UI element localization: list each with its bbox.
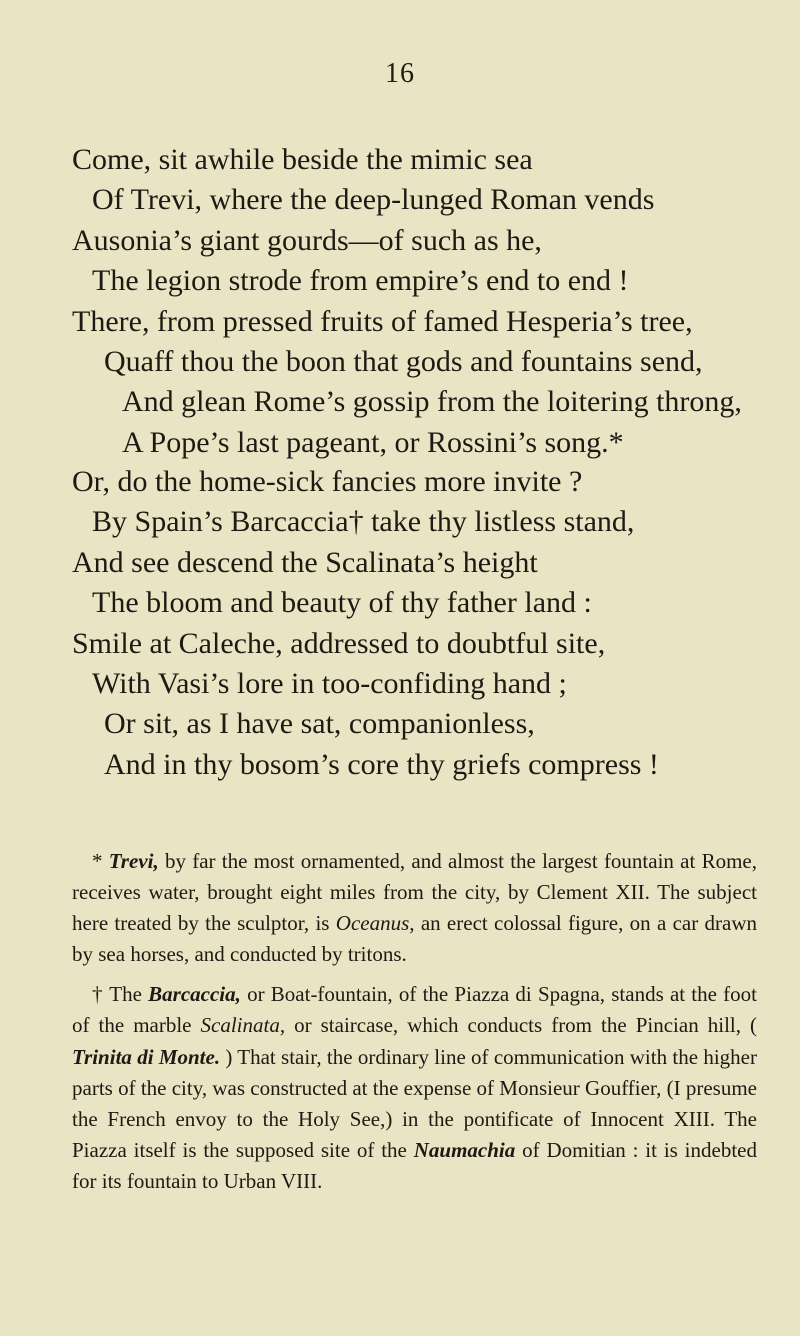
footnote-trevi <box>72 846 757 970</box>
verse-line: With Vasi’s lore in too-confiding hand ; <box>92 667 567 701</box>
footnote-term: Naumachia <box>413 1137 516 1162</box>
footnote-mark: * <box>92 849 109 873</box>
footnote-term: Barcaccia, <box>148 982 241 1007</box>
verse-line: Come, sit awhile beside the mimic sea <box>72 143 533 176</box>
verse-line: And in thy bosom’s core thy griefs compress ! <box>104 747 659 781</box>
stanza-1 <box>0 140 800 463</box>
verse-line: A Pope’s last pageant, or Rossini’s song.* <box>122 425 624 459</box>
verse-line: Or, do the home-sick fancies more invite ? <box>72 465 583 498</box>
footnote-barcaccia <box>72 979 757 1197</box>
footnote-term: Trevi, <box>108 849 159 873</box>
footnote-term: Scalinata, <box>200 1013 286 1038</box>
verse-line: The legion strode from empire’s end to end ! <box>92 264 629 298</box>
footnote-text: an erect colossal figure, on a car drawn by sea horses, and conducted by tritons. <box>72 911 757 967</box>
verse-line: Of Trevi, where the deep-lunged Roman vends <box>92 183 655 217</box>
footnote-text: by far the most ornamented, and almost the largest fountain at Rome, receives water, brought eight miles from the city, by Clement XII. The subject here treated by the sculptor, is <box>72 849 757 936</box>
footnote-text: ) That stair, the ordinary line of communication with the higher parts of the city, was constructed at the expense of Monsieur Gouffier, (I presume the French envoy to the Holy See,) in the pontificate of Innocent XIII. The Piazza itself is the supposed site of the <box>72 1044 757 1162</box>
footnote-text: or staircase, which conducts from the Pincian hill, ( <box>285 1013 757 1038</box>
footnote-text: of Domitian : it is indebted for its fountain to Urban VIII. <box>72 1137 757 1193</box>
footnote-term: Oceanus, <box>335 911 415 936</box>
page-number: 16 <box>385 58 415 89</box>
verse-line: The bloom and beauty of thy father land : <box>92 586 592 620</box>
footnotes <box>72 846 757 1197</box>
verse-line: By Spain’s Barcaccia† take thy listless stand, <box>92 505 635 539</box>
verse-line: There, from pressed fruits of famed Hesperia’s tree, <box>72 304 693 338</box>
footnote-term: Trinita di Monte. <box>72 1044 221 1069</box>
verse-line: And see descend the Scalinata’s height <box>72 545 538 579</box>
verse-line: Smile at Caleche, addressed to doubtful site, <box>72 626 606 660</box>
stanza-2 <box>0 462 800 785</box>
footnote-mark: † The <box>92 982 149 1007</box>
verse-line: Or sit, as I have sat, companionless, <box>104 707 535 741</box>
footnote-text: or Boat-fountain, of the Piazza di Spagna, stands at the foot of the marble <box>72 982 757 1038</box>
verse-line: And glean Rome’s gossip from the loitering throng, <box>122 385 742 419</box>
verse-line: Quaff thou the boon that gods and fountains send, <box>104 345 703 379</box>
verse-line: Ausonia’s giant gourds—of such as he, <box>72 223 542 257</box>
